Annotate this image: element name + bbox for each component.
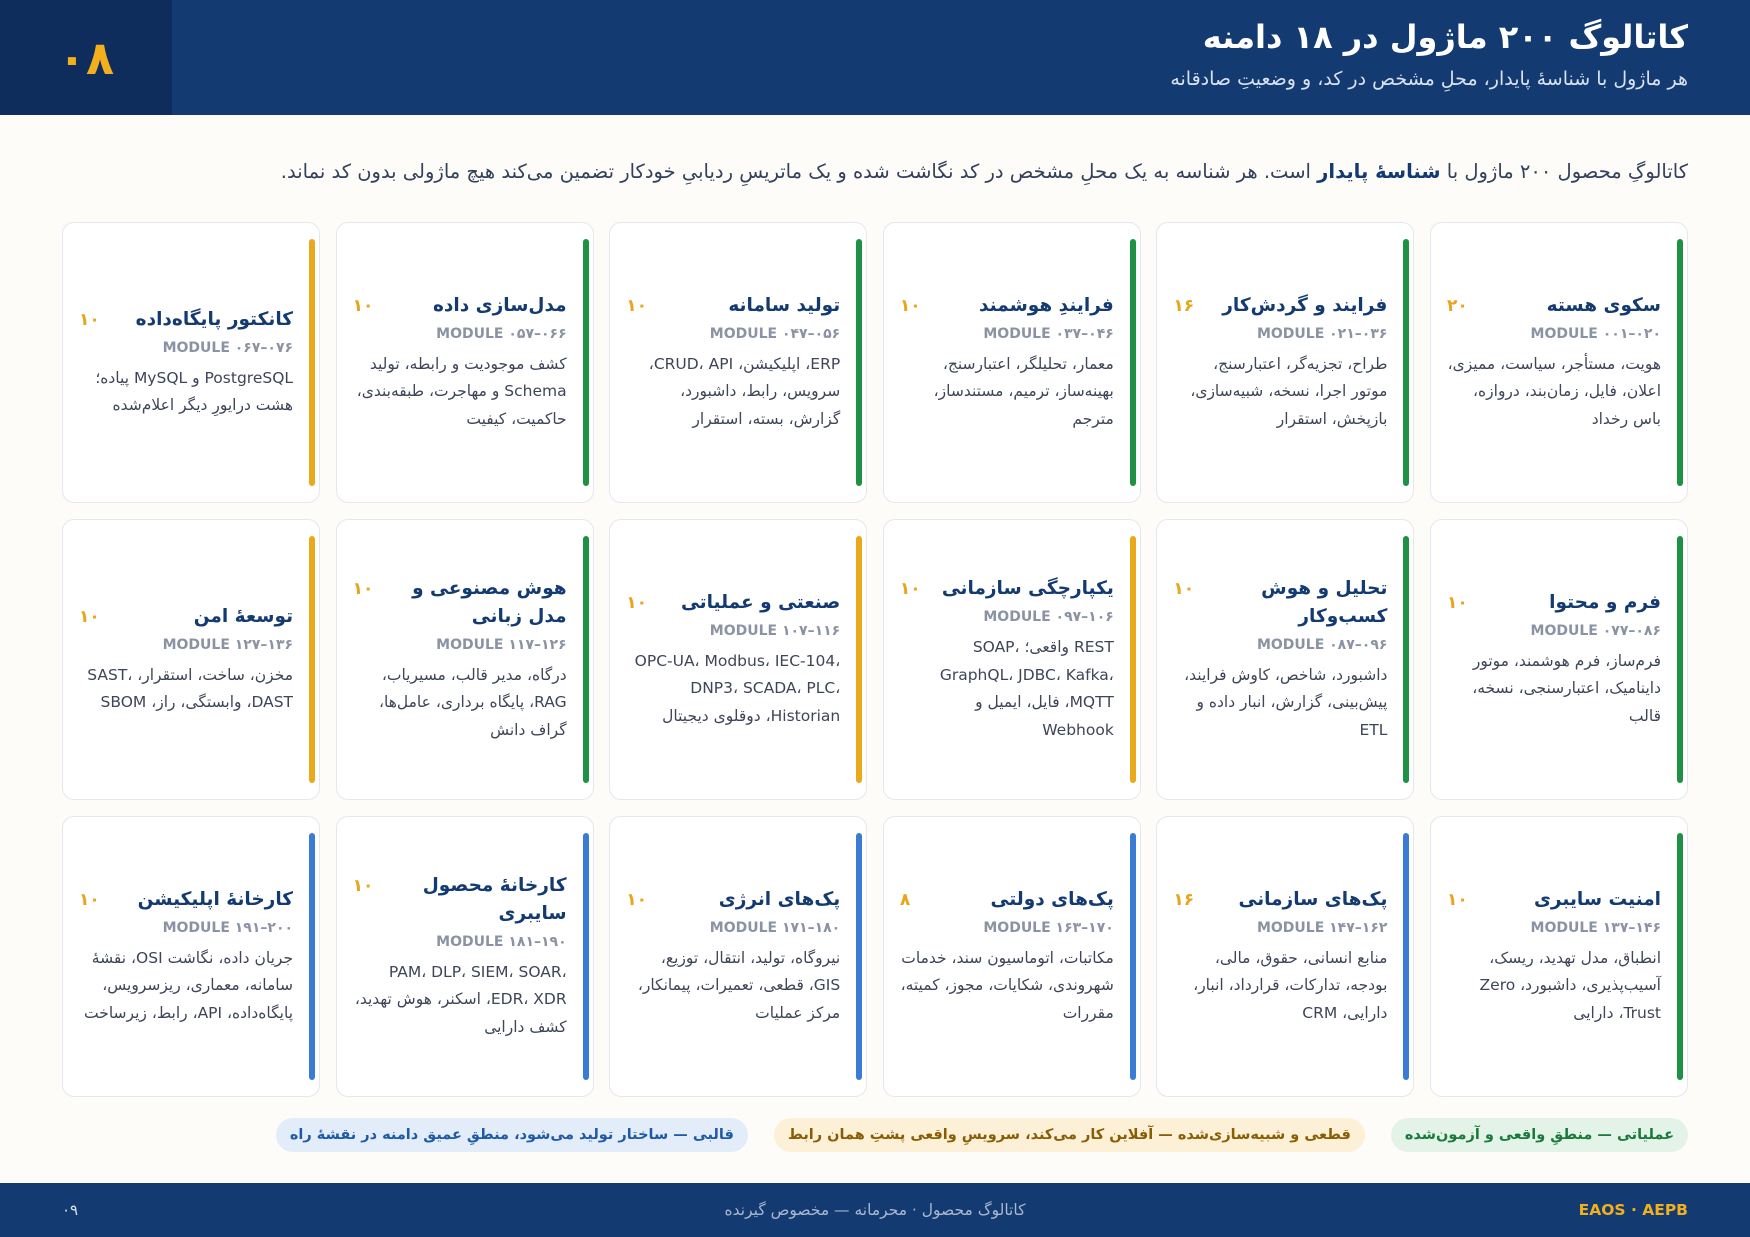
page-subtitle: هر ماژول با شناسهٔ پایدار، محلِ مشخص در کد، و وضعیتِ صادقانه	[1170, 68, 1688, 90]
module-range: MODULE ۱۴۷–۱۶۲	[1256, 919, 1388, 936]
card-content	[900, 520, 1114, 799]
card-head	[1173, 292, 1387, 320]
card-description: انطباق، مدل تهدید، ریسک، آسیب‌پذیری، داشبورد، Zero Trust، دارایی	[1479, 948, 1661, 1022]
domain-card	[336, 816, 594, 1097]
module-count: ۱۶	[1173, 295, 1195, 316]
module-count: ۱۰	[352, 875, 374, 896]
module-range: MODULE ۱۱۷–۱۲۶	[436, 636, 567, 653]
card-content	[353, 520, 567, 799]
module-count: ۱۶	[1173, 889, 1195, 910]
module-count: ۱۰	[352, 578, 374, 599]
card-title: تولید سامانه	[728, 294, 841, 316]
module-range: MODULE ۰۰۱–۰۲۰	[1530, 325, 1661, 342]
card-title: هوش مصنوعی و مدل زبانی	[412, 577, 567, 627]
legend-blue: قالبی — ساختار تولید می‌شود، منطقِ عمیق دامنه در نقشهٔ راه	[276, 1118, 748, 1152]
card-description: فرم‌ساز، فرم هوشمند، موتور داینامیک، اعتبارسنجی، نسخه، قالب	[1472, 651, 1661, 725]
card-title: پک‌های دولتی	[990, 888, 1114, 910]
module-range: MODULE ۱۹۱–۲۰۰	[162, 919, 294, 936]
module-range: MODULE ۰۹۷–۱۰۶	[983, 609, 1114, 625]
card-title: سکوی هسته	[1546, 294, 1661, 316]
card-head	[353, 872, 567, 928]
card-head	[626, 886, 840, 914]
card-content	[1447, 520, 1661, 799]
module-count: ۱۰	[626, 889, 647, 910]
status-legend	[276, 1118, 1688, 1152]
card-content	[1447, 817, 1661, 1096]
module-count: ۱۰	[1447, 592, 1468, 613]
card-description: ERP، اپلیکیشن، CRUD، API، سرویس، رابط، داشبورد، گزارش، بسته، استقرار	[648, 354, 841, 428]
card-description: PAM، DLP، SIEM، SOAR، EDR، XDR، اسکنر، هوش تهدید، کشف دارایی	[354, 962, 567, 1036]
module-range: MODULE ۰۶۷–۰۷۶	[162, 339, 294, 356]
module-range: MODULE ۱۸۱–۱۹۰	[436, 933, 567, 950]
domain-card	[883, 519, 1141, 800]
status-bar	[1403, 833, 1409, 1080]
card-head	[1173, 575, 1387, 631]
card-content	[900, 817, 1114, 1096]
card-content	[1447, 223, 1661, 502]
card-head	[1447, 292, 1661, 320]
card-content	[626, 223, 840, 502]
status-bar	[856, 239, 862, 486]
domain-card	[1430, 519, 1688, 800]
card-description: OPC-UA، Modbus، IEC-104، DNP3، SCADA، PLC، Historian، دوقلوی دیجیتال	[634, 651, 841, 725]
domain-card	[1156, 519, 1414, 800]
status-bar	[1677, 833, 1683, 1080]
module-range: MODULE ۰۲۱–۰۳۶	[1256, 325, 1388, 342]
card-title: امنیت سایبری	[1533, 888, 1661, 910]
card-content	[626, 520, 840, 799]
module-count: ۱۰	[1447, 889, 1468, 910]
card-content	[79, 223, 293, 502]
card-title: یکپارچگی سازمانی	[941, 578, 1114, 599]
module-count: ۱۰	[899, 295, 921, 316]
status-bar	[583, 536, 589, 783]
card-description: مخزن، ساخت، استقرار، SAST، DAST، وابستگی، راز، SBOM	[87, 665, 294, 711]
status-bar	[1130, 536, 1136, 783]
card-title: مدل‌سازی داده	[432, 294, 567, 316]
card-description: هویت، مستأجر، سیاست، ممیزی، اعلان، فایل، زمان‌بند، دروازه، باس رخداد	[1447, 354, 1661, 428]
card-head	[626, 292, 840, 320]
legend-green: عملیاتی — منطقِ واقعی و آزمون‌شده	[1391, 1118, 1688, 1152]
intro-paragraph	[58, 156, 1688, 188]
status-bar	[1677, 239, 1683, 486]
card-description: کشف موجودیت و رابطه، تولید Schema و مهاجرت، طبقه‌بندی، حاکمیت، کیفیت	[356, 354, 567, 428]
card-content	[353, 817, 567, 1096]
legend-amber: قطعی و شبیه‌سازی‌شده — آفلاین کار می‌کند، سرویسِ واقعی پشتِ همان رابط	[774, 1118, 1365, 1152]
card-head	[900, 575, 1114, 603]
domain-card	[336, 519, 594, 800]
module-range: MODULE ۰۴۷–۰۵۶	[709, 325, 841, 342]
intro-text-before: کاتالوگِ محصول ۲۰۰ ماژول با	[1440, 160, 1688, 183]
card-content	[626, 817, 840, 1096]
card-head	[79, 886, 293, 914]
module-range: MODULE ۰۵۷–۰۶۶	[436, 325, 567, 342]
card-content	[1173, 223, 1387, 502]
domain-card	[609, 816, 867, 1097]
module-range: MODULE ۱۰۷–۱۱۶	[709, 622, 841, 639]
module-range: MODULE ۱۶۳–۱۷۰	[983, 919, 1114, 936]
header-text	[1170, 14, 1688, 94]
card-description: PostgreSQL و MySQL پیاده؛ هشت درایورِ دیگر اعلام‌شده	[95, 368, 294, 414]
card-head	[79, 603, 293, 631]
module-range: MODULE ۰۷۷–۰۸۶	[1530, 622, 1661, 639]
card-title: فرایندِ هوشمند	[978, 294, 1114, 316]
module-count: ۱۰	[352, 295, 374, 316]
card-head	[1447, 589, 1661, 617]
card-head	[900, 886, 1114, 914]
card-content	[900, 223, 1114, 502]
status-bar	[309, 239, 315, 486]
module-range: MODULE ۱۳۷–۱۴۶	[1530, 919, 1661, 936]
card-description: طراح، تجزیه‌گر، اعتبارسنج، موتور اجرا، نسخه، شبیه‌سازی، بازپخش، استقرار	[1190, 354, 1388, 428]
card-title: کانکتور پایگاه‌داده	[135, 308, 294, 330]
domain-card	[62, 816, 320, 1097]
status-bar	[309, 833, 315, 1080]
footer-brand: EAOS · AEPB	[1578, 1201, 1688, 1219]
module-count: ۱۰	[79, 606, 100, 627]
footer-confidential-note: کاتالوگ محصول · محرمانه — مخصوص گیرنده	[724, 1201, 1026, 1219]
card-content	[1173, 817, 1387, 1096]
domain-card	[62, 519, 320, 800]
card-head	[626, 589, 840, 617]
card-description: نیروگاه، تولید، انتقال، توزیع، GIS، قطعی، تعمیرات، پیمانکار، مرکز عملیات	[637, 948, 841, 1022]
card-content	[79, 817, 293, 1096]
card-description: مکاتبات، اتوماسیون سند، خدمات شهروندی، شکایات، مجوز، کمیته، مقررات	[900, 948, 1114, 1022]
module-count: ۱۰	[79, 309, 100, 330]
status-bar	[1130, 239, 1136, 486]
section-number: ۰۸	[57, 30, 115, 85]
card-description: درگاه، مدیر قالب، مسیریاب، RAG، پایگاه برداری، عامل‌ها، گراف دانش	[378, 665, 567, 739]
domain-card	[609, 222, 867, 503]
domain-card	[883, 816, 1141, 1097]
card-content	[353, 223, 567, 502]
domain-card	[1430, 816, 1688, 1097]
page-header	[0, 0, 1750, 115]
status-bar	[583, 833, 589, 1080]
card-description: منابع انسانی، حقوق، مالی، بودجه، تدارکات، قرارداد، انبار، دارایی، CRM	[1193, 948, 1388, 1022]
card-title: کارخانهٔ محصول سایبری	[422, 874, 567, 924]
card-content	[79, 520, 293, 799]
status-bar	[309, 536, 315, 783]
status-bar	[856, 833, 862, 1080]
module-count: ۱۰	[626, 592, 647, 613]
module-range: MODULE ۰۳۷–۰۴۶	[983, 325, 1114, 342]
module-count: ۱۰	[626, 295, 647, 316]
card-title: صنعتی و عملیاتی	[680, 591, 841, 613]
card-title: کارخانهٔ اپلیکیشن	[137, 888, 294, 910]
intro-highlight: شناسهٔ پایدار	[1317, 160, 1441, 183]
card-title: فرایند و گردش‌کار	[1222, 294, 1388, 316]
domain-card	[883, 222, 1141, 503]
status-bar	[583, 239, 589, 486]
module-range: MODULE ۱۲۷–۱۳۶	[162, 636, 294, 653]
module-count: ۱۰	[79, 889, 100, 910]
card-title: تحلیل و هوش کسب‌وکار	[1261, 577, 1388, 627]
status-bar	[1130, 833, 1136, 1080]
status-bar	[856, 536, 862, 783]
domain-card	[1156, 816, 1414, 1097]
domain-card	[609, 519, 867, 800]
status-bar	[1403, 536, 1409, 783]
module-count: ۱۰	[1173, 578, 1195, 599]
section-number-box	[0, 0, 172, 115]
card-description: جریان داده، نگاشت OSI، نقشهٔ سامانه، معماری، ریزسرویس، پایگاه‌داده، API، رابط، زیرساخت	[84, 948, 294, 1022]
card-title: پک‌های انرژی	[718, 888, 841, 910]
module-range: MODULE ۰۸۷–۰۹۶	[1256, 636, 1388, 653]
card-head	[79, 306, 293, 334]
domain-card	[1430, 222, 1688, 503]
card-title: پک‌های سازمانی	[1238, 888, 1388, 910]
domain-card	[336, 222, 594, 503]
domain-card	[1156, 222, 1414, 503]
module-count: ۸	[899, 889, 911, 910]
domain-card	[62, 222, 320, 503]
page-number: ۰۹	[62, 1201, 79, 1219]
card-head	[1173, 886, 1387, 914]
module-count: ۲۰	[1447, 295, 1468, 316]
card-title: توسعهٔ امن	[193, 605, 294, 627]
intro-text-after: است. هر شناسه به یک محلِ مشخص در کد نگاشت شده و یک ماتریسِ ردیابیِ خودکار تضمین می‌کند هیچ ماژولی بدون کد نماند.	[280, 160, 1318, 183]
card-head	[900, 292, 1114, 320]
page-footer	[0, 1183, 1750, 1237]
card-content	[1173, 520, 1387, 799]
card-title: فرم و محتوا	[1549, 591, 1661, 613]
card-head	[353, 575, 567, 631]
module-count: ۱۰	[899, 579, 921, 599]
module-range: MODULE ۱۷۱–۱۸۰	[709, 919, 841, 936]
card-description: داشبورد، شاخص، کاوش فرایند، پیش‌بینی، گزارش، انبار داده و ETL	[1184, 665, 1388, 739]
status-bar	[1403, 239, 1409, 486]
status-bar	[1677, 536, 1683, 783]
card-head	[1447, 886, 1661, 914]
module-domain-grid	[62, 222, 1688, 1097]
card-head	[353, 292, 567, 320]
card-description: معمار، تحلیلگر، اعتبارسنج، بهینه‌ساز، ترمیم، مستندساز، مترجم	[933, 354, 1114, 428]
card-description: REST واقعی؛ SOAP، GraphQL، JDBC، Kafka، MQTT، فایل، ایمیل و Webhook	[939, 638, 1114, 739]
page-title: کاتالوگ ۲۰۰ ماژول در ۱۸ دامنه	[1202, 18, 1688, 56]
